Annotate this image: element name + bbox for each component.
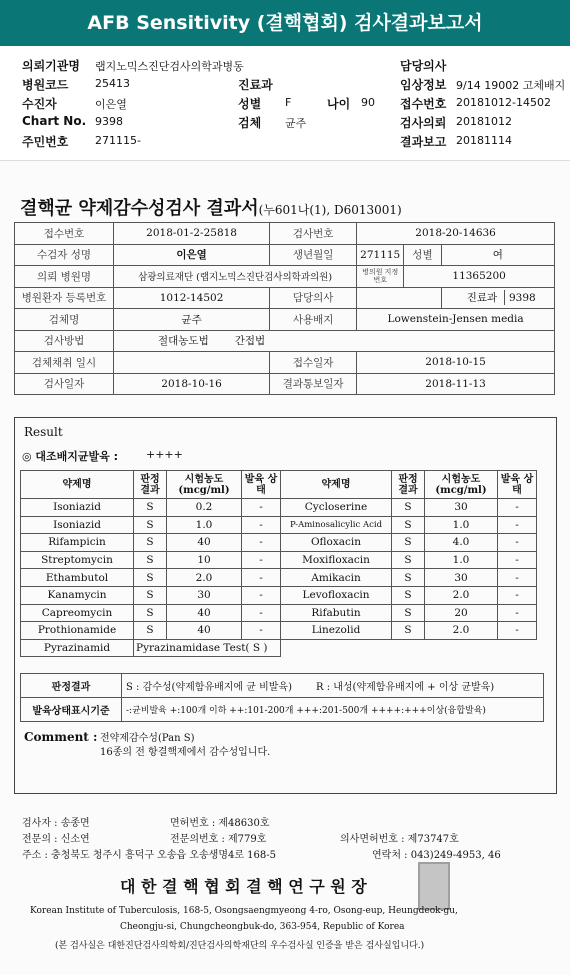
patient-name-label: 수검자 성명 — [15, 244, 114, 266]
drug-left-result: S — [134, 516, 167, 534]
drug-left-conc: 40 — [167, 622, 242, 640]
specimen-label: 검체명 — [15, 309, 114, 331]
received-value: 2018-10-15 — [357, 352, 555, 374]
drug-right-name: Ofloxacin — [281, 534, 392, 552]
test-no-label: 검사번호 — [270, 223, 357, 245]
document-title — [20, 194, 402, 220]
drug-left-name: Streptomycin — [21, 551, 134, 569]
inst-code-value: 11365200 — [404, 266, 555, 288]
notify-value: 2018-11-13 — [357, 373, 555, 395]
drug-right-conc: 2.0 — [425, 622, 498, 640]
drug-left-growth: - — [242, 551, 281, 569]
drug-right-result: S — [392, 551, 425, 569]
drug-table — [20, 470, 537, 657]
drug-right-name: Moxifloxacin — [281, 551, 392, 569]
hospital-name-label: 의뢰 병원명 — [15, 266, 114, 288]
specimen-label: 검체 — [238, 116, 262, 130]
col-drug-2: 약제명 — [281, 471, 392, 499]
drug-left-name: Capreomycin — [21, 604, 134, 622]
contact: 연락처 : 043)249-4953, 46 — [372, 850, 501, 861]
drug-right-growth: - — [498, 551, 537, 569]
drug-row — [21, 604, 537, 622]
drug-left-result: S — [134, 622, 167, 640]
drug-right-conc: 4.0 — [425, 534, 498, 552]
license-1: 면허번호 : 제48630호 — [170, 818, 270, 829]
growth-label: ◎ 대조배지균발육 : — [22, 450, 119, 463]
reg-no-value: 1012-14502 — [114, 287, 270, 309]
inst-code-label: 병의원 지정번호 — [357, 266, 404, 288]
sex-label: 성별 — [404, 244, 441, 266]
patient-name-value: 이은열 — [114, 244, 270, 266]
sex-value: 여 — [441, 244, 554, 266]
drug-row — [21, 622, 537, 640]
drug-left-result: S — [134, 551, 167, 569]
institution-value: 랩지노믹스진단검사의학과병동 — [95, 60, 244, 73]
col-growth: 발육 상태 — [242, 471, 281, 499]
drug-left-result: S — [134, 534, 167, 552]
col-growth-2: 발육 상태 — [498, 471, 537, 499]
drug-left-growth: - — [242, 569, 281, 587]
medium-value: Lowenstein-Jensen media — [357, 309, 555, 331]
document-subtitle: (누601나(1), D6013001) — [258, 203, 402, 217]
dob-label: 생년월일 — [270, 244, 357, 266]
drug-left-conc: 10 — [167, 551, 242, 569]
drug-right-name: P-Aminosalicylic Acid — [281, 516, 392, 534]
drug-right-growth: - — [498, 604, 537, 622]
col-drug: 약제명 — [21, 471, 134, 499]
drug-right-name: Amikacin — [281, 569, 392, 587]
drug-rows — [21, 499, 537, 640]
receipt-no-value: 20181012-14502 — [456, 96, 551, 109]
dept-cell — [441, 287, 554, 309]
judge-r: R : 내성(약제함유배지에 + 이상 균발육) — [315, 682, 495, 693]
method-label: 검사방법 — [15, 330, 114, 352]
pyrazinamid-value: Pyrazinamidase Test( S ) — [134, 639, 281, 657]
drug-row — [21, 534, 537, 552]
method-value-1: 절대농도법 — [158, 335, 209, 348]
comment-line-1: 전약제감수성(Pan S) — [100, 733, 195, 744]
doctor-license: 의사면허번호 : 제73747호 — [340, 834, 459, 845]
age-value: 90 — [361, 96, 375, 109]
drug-right-name: Rifabutin — [281, 604, 392, 622]
collector-value: 이은열 — [95, 98, 127, 111]
request-date-value: 20181012 — [456, 115, 512, 128]
test-date-label: 검사일자 — [15, 373, 114, 395]
dept-value: 9398 — [508, 292, 536, 305]
receipt-no-label: 접수번호 — [400, 97, 447, 111]
sex-value: F — [285, 96, 292, 109]
report-date-label: 결과보고 — [400, 135, 447, 149]
header-info — [0, 46, 570, 154]
hospital-name-value: 삼광의료재단 (랩지노믹스진단검사의학과의원) — [114, 266, 357, 288]
report-title: AFB Sensitivity (결핵협회) 검사결과보고서 — [87, 12, 483, 34]
drug-left-name: Rifampicin — [21, 534, 134, 552]
drug-row — [21, 569, 537, 587]
specimen-value: 균주 — [114, 309, 270, 331]
drug-right-name: Levofloxacin — [281, 586, 392, 604]
drug-row — [21, 516, 537, 534]
judge-values — [122, 674, 544, 698]
drug-left-conc: 40 — [167, 604, 242, 622]
department-label: 진료과 — [238, 78, 273, 92]
license-2: 전문의번호 : 제779호 — [170, 834, 267, 845]
drug-right-name: Linezolid — [281, 622, 392, 640]
sex-label: 성별 — [238, 97, 262, 111]
english-address-2: Cheongju-si, Chungcheongbuk-do, 363-954, Republic of Korea — [120, 922, 405, 932]
drug-right-growth: - — [498, 622, 537, 640]
address: 주소 : 충청북도 청주시 흥덕구 오송읍 오송생명4로 168-5 — [22, 850, 277, 861]
drug-left-conc: 0.2 — [167, 499, 242, 517]
certification-note: (본 검사실은 대한진단검사의학회/진단검사의학재단의 우수검사실 인증을 받은 검사실입니다.) — [55, 941, 425, 951]
drug-right-growth: - — [498, 586, 537, 604]
drug-left-conc: 30 — [167, 586, 242, 604]
drug-left-growth: - — [242, 622, 281, 640]
dept-label: 진료과 — [460, 290, 505, 305]
drug-right-conc: 30 — [425, 499, 498, 517]
col-result: 판정 결과 — [134, 471, 167, 499]
drug-right-growth: - — [498, 499, 537, 517]
legend-table — [20, 673, 544, 722]
drug-left-name: Prothionamide — [21, 622, 134, 640]
clinical-info-value: 9/14 19002 고체배지 — [456, 79, 566, 92]
dob-value: 271115 — [357, 244, 404, 266]
receipt-value: 2018-01-2-25818 — [114, 223, 270, 245]
resident-no-value: 271115- — [95, 134, 141, 147]
drug-left-result: S — [134, 586, 167, 604]
doctor-label: 담당의사 — [400, 59, 447, 73]
drug-left-name: Kanamycin — [21, 586, 134, 604]
clinical-info-label: 임상정보 — [400, 78, 447, 92]
growth-mark-value: -:균비발육 +:100개 이하 ++:101-200개 +++:201-500개 ++++:+++이상(융합발육) — [122, 698, 544, 722]
doctor-label: 담당의사 — [270, 287, 357, 309]
drug-left-conc: 2.0 — [167, 569, 242, 587]
drug-right-growth: - — [498, 569, 537, 587]
drug-right-result: S — [392, 569, 425, 587]
growth-value: ++++ — [146, 448, 183, 461]
drug-left-growth: - — [242, 586, 281, 604]
drug-left-growth: - — [242, 516, 281, 534]
drug-row — [21, 586, 537, 604]
test-date-value: 2018-10-16 — [114, 373, 270, 395]
age-label: 나이 — [327, 97, 351, 111]
drug-right-result: S — [392, 499, 425, 517]
drug-left-growth: - — [242, 534, 281, 552]
patient-info-table — [14, 222, 555, 395]
drug-left-result: S — [134, 499, 167, 517]
pyrazinamid-name: Pyrazinamid — [21, 639, 134, 657]
specialist: 전문의 : 신소연 — [22, 834, 90, 845]
drug-right-name: Cycloserine — [281, 499, 392, 517]
drug-right-result: S — [392, 604, 425, 622]
drug-left-name: Ethambutol — [21, 569, 134, 587]
growth-mark-label: 발육상태표시기준 — [21, 698, 122, 722]
chart-no-value: 9398 — [95, 115, 123, 128]
method-value-2: 간접법 — [234, 335, 266, 348]
drug-left-result: S — [134, 604, 167, 622]
reg-no-label: 병원환자 등록번호 — [15, 287, 114, 309]
resident-no-label: 주민번호 — [22, 135, 69, 149]
receipt-label: 접수번호 — [15, 223, 114, 245]
col-conc-2: 시험농도 (mcg/ml) — [425, 471, 498, 499]
official-seal — [418, 862, 450, 910]
drug-left-conc: 1.0 — [167, 516, 242, 534]
specimen-value: 균주 — [285, 117, 307, 130]
drug-right-result: S — [392, 622, 425, 640]
drug-right-conc: 2.0 — [425, 586, 498, 604]
report-date-value: 20181114 — [456, 134, 512, 147]
drug-right-conc: 30 — [425, 569, 498, 587]
result-label: Result — [24, 425, 63, 439]
hospital-code-label: 병원코드 — [22, 78, 69, 92]
collector-label: 수진자 — [22, 97, 57, 111]
collect-label: 검체채취 일시 — [15, 352, 114, 374]
test-no-value: 2018-20-14636 — [357, 223, 555, 245]
drug-right-growth: - — [498, 516, 537, 534]
medium-label: 사용배지 — [270, 309, 357, 331]
doctor-value — [357, 287, 441, 309]
hospital-code-value: 25413 — [95, 77, 130, 90]
notify-label: 결과통보일자 — [270, 373, 357, 395]
drug-right-result: S — [392, 516, 425, 534]
report-title-bar — [0, 0, 570, 46]
english-address-1: Korean Institute of Tuberculosis, 168-5, Osongsaengmyeong 4-ro, Osong-eup, Heungdeok-gu, — [30, 906, 458, 916]
request-date-label: 검사의뢰 — [400, 116, 447, 130]
tester: 검사자 : 송종면 — [22, 818, 90, 829]
document-title-text: 결핵균 약제감수성검사 결과서 — [20, 198, 259, 219]
comment-label: Comment : — [24, 730, 98, 744]
drug-left-conc: 40 — [167, 534, 242, 552]
drug-right-result: S — [392, 534, 425, 552]
drug-right-growth: - — [498, 534, 537, 552]
drug-left-result: S — [134, 569, 167, 587]
chart-no-label: Chart No. — [22, 114, 87, 128]
drug-left-growth: - — [242, 604, 281, 622]
drug-row — [21, 499, 537, 517]
drug-right-result: S — [392, 586, 425, 604]
drug-left-name: Isoniazid — [21, 499, 134, 517]
comment-line-2: 16종의 전 항결핵제에서 감수성입니다. — [100, 747, 271, 758]
drug-right-conc: 1.0 — [425, 551, 498, 569]
col-result-2: 판정 결과 — [392, 471, 425, 499]
judge-s: S : 감수성(약제함유배지에 균 비발육) — [126, 682, 292, 693]
drug-right-conc: 1.0 — [425, 516, 498, 534]
method-value — [114, 330, 555, 352]
collect-value — [114, 352, 270, 374]
drug-left-name: Isoniazid — [21, 516, 134, 534]
drug-right-conc: 20 — [425, 604, 498, 622]
judge-label: 판정결과 — [21, 674, 122, 698]
drug-row — [21, 551, 537, 569]
institution-label: 의뢰기관명 — [22, 59, 80, 73]
org-name: 대 한 결 핵 협 회 결 핵 연 구 원 장 — [120, 877, 367, 896]
drug-left-growth: - — [242, 499, 281, 517]
received-label: 접수일자 — [270, 352, 357, 374]
col-conc: 시험농도 (mcg/ml) — [167, 471, 242, 499]
